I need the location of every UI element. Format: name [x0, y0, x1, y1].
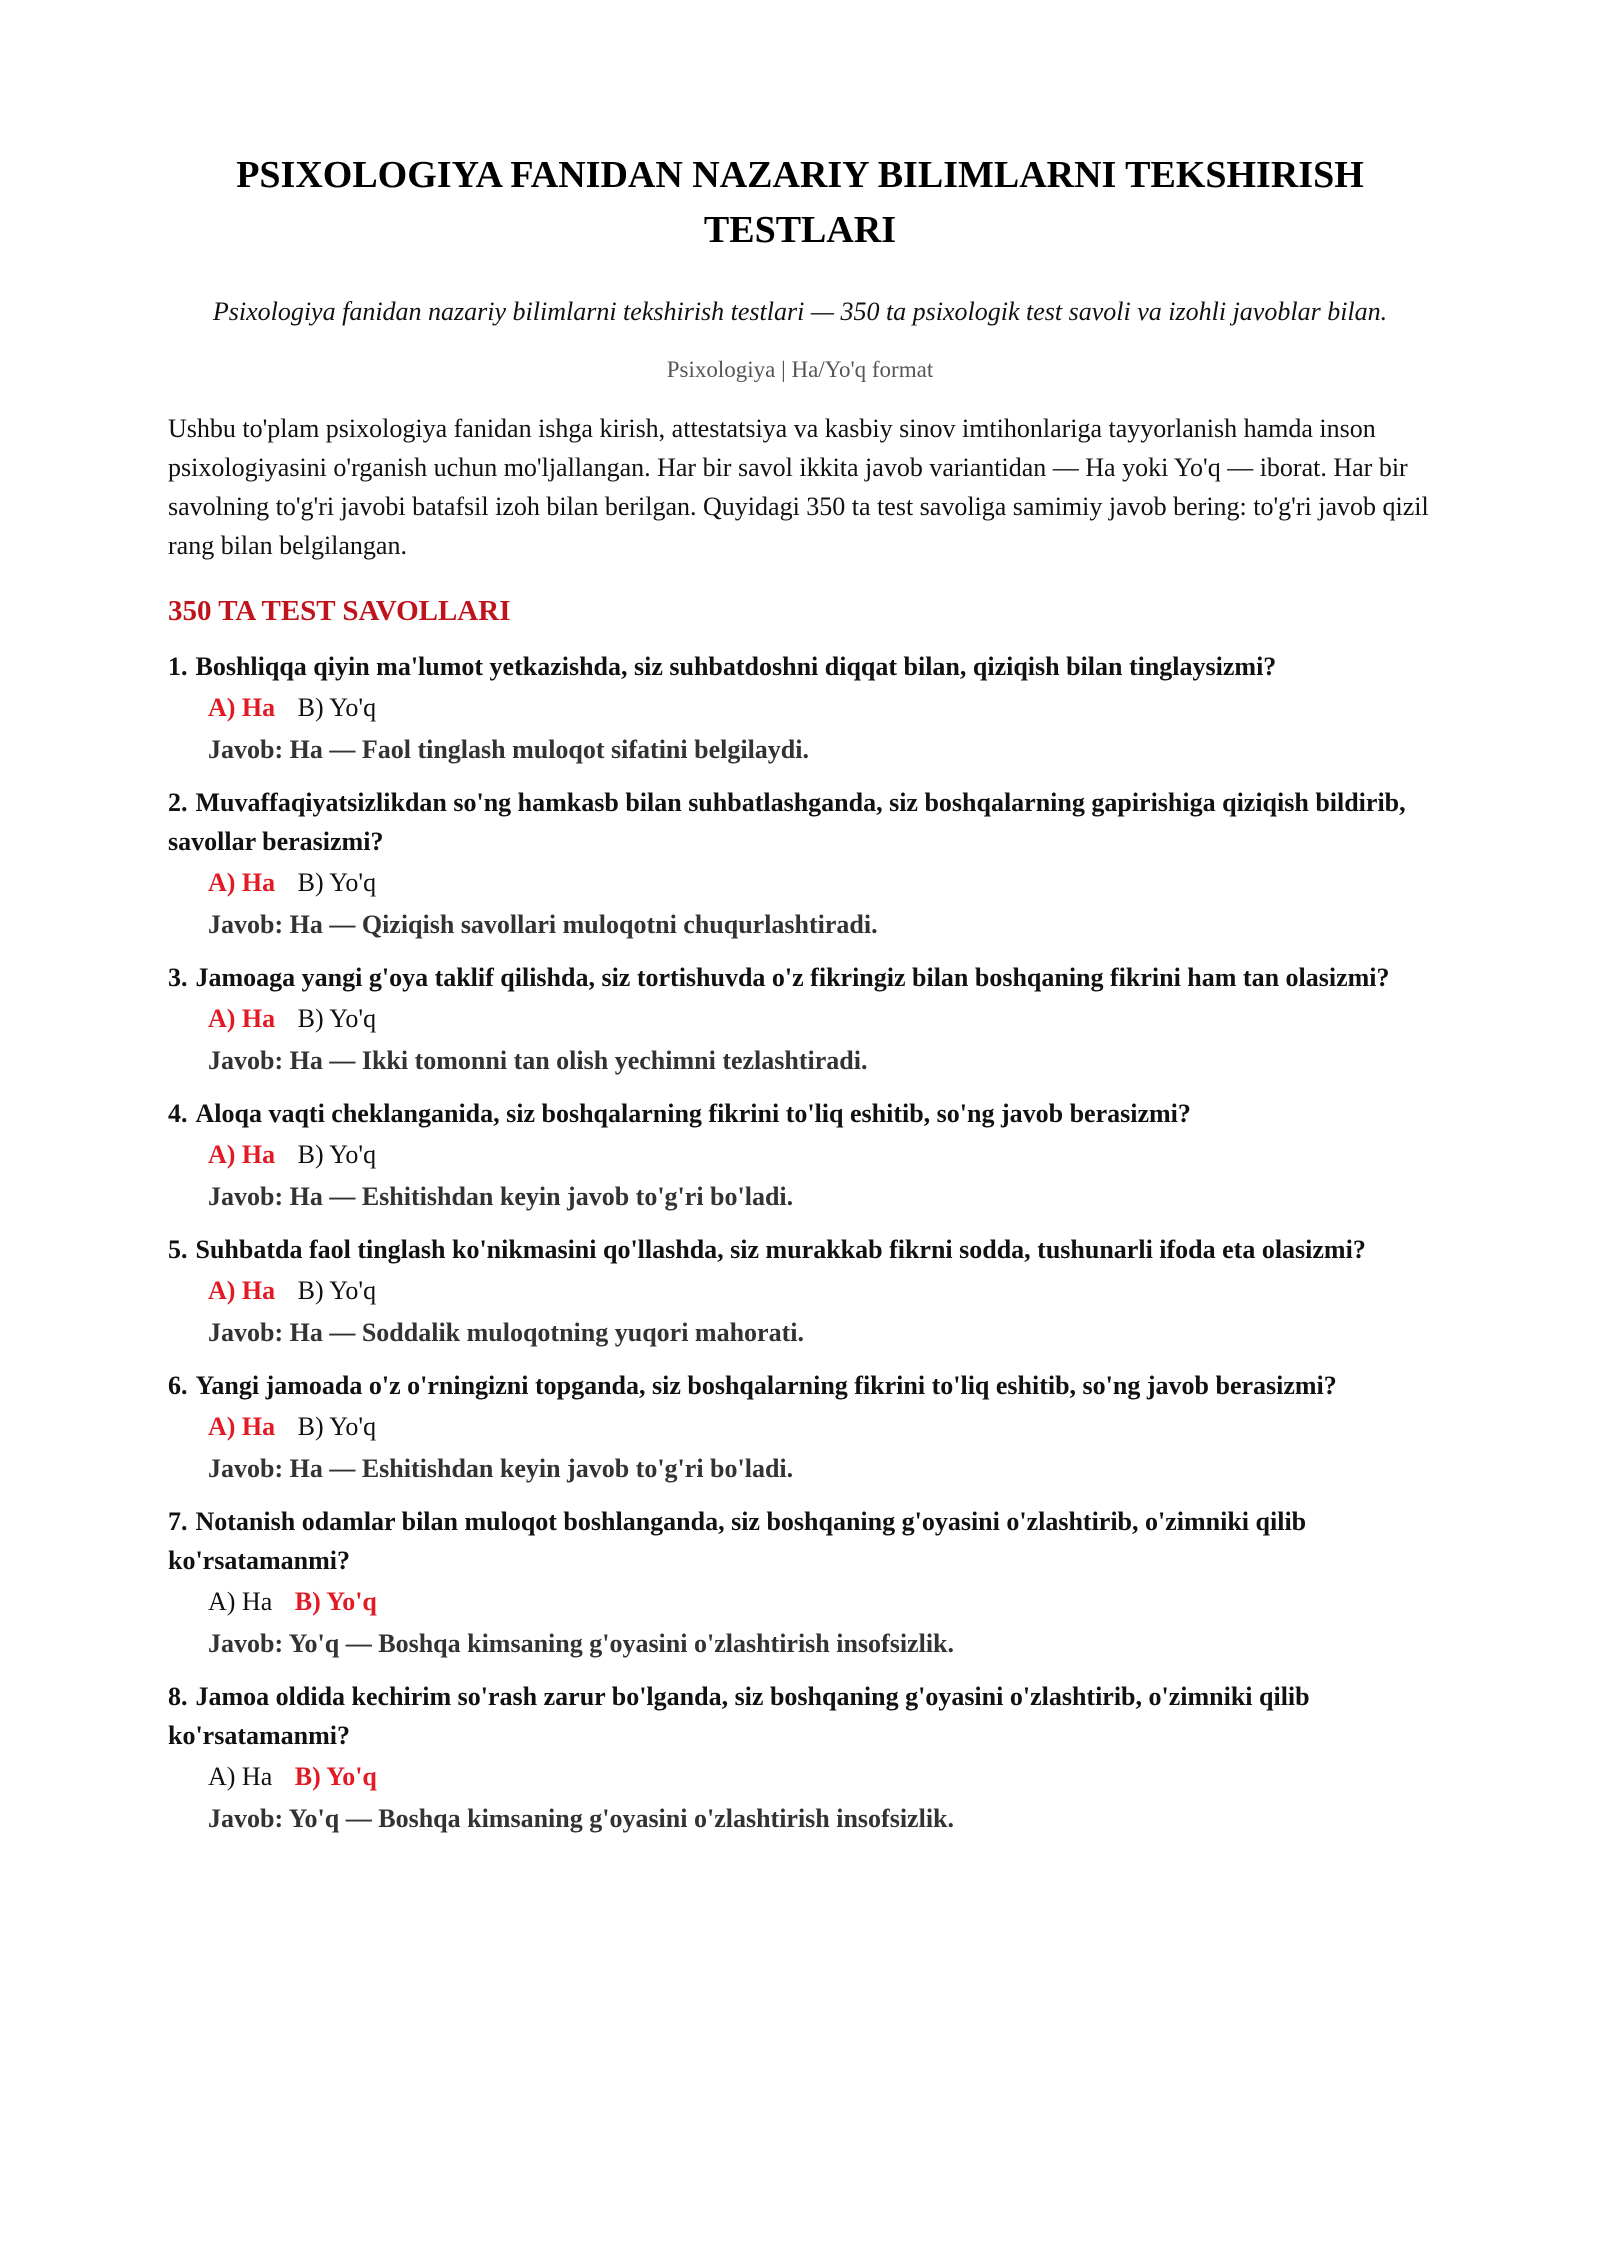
- answer-options: [208, 1405, 1432, 1448]
- question-text: [168, 1677, 1432, 1755]
- answer-explanation: Javob: Ha — Qiziqish savollari muloqotni chuqurlashtiradi.: [208, 910, 878, 939]
- option-b[interactable]: B) Yo'q: [297, 1004, 377, 1033]
- option-a[interactable]: A) Ha: [208, 1412, 276, 1441]
- question-number: 6.: [168, 1371, 188, 1400]
- question-text: [168, 1502, 1432, 1580]
- intro-paragraph: Ushbu to'plam psixologiya fanidan ishga kirish, attestatsiya va kasbiy sinov imtihonlariga tayyorlanish hamda inson psixologiyasini o'rganish uchun mo'ljallangan. Har bir savol ikkita javob variantidan — Ha yoki Yo'q — iborat. Har bir savolning to'g'ri javobi batafsil izoh bilan berilgan. Quyidagi 350 ta test savoliga samimiy javob bering: to'g'ri javob qizil rang bilan belgilangan.: [168, 414, 1429, 560]
- answer-options: [208, 1269, 1432, 1312]
- question-number: 5.: [168, 1235, 188, 1264]
- option-b[interactable]: B) Yo'q: [294, 1587, 377, 1616]
- question-number: 7.: [168, 1507, 188, 1536]
- answer-options: [208, 686, 1432, 729]
- option-b[interactable]: B) Yo'q: [297, 1412, 377, 1441]
- option-b[interactable]: B) Yo'q: [297, 1276, 377, 1305]
- option-a[interactable]: A) Ha: [208, 1140, 276, 1169]
- option-a[interactable]: A) Ha: [208, 1004, 276, 1033]
- question-number: 1.: [168, 652, 188, 681]
- question-text: [168, 958, 1432, 997]
- answer-explanation: Javob: Ha — Soddalik muloqotning yuqori mahorati.: [208, 1318, 804, 1347]
- question-number: 4.: [168, 1099, 188, 1128]
- question-item: [168, 647, 1432, 770]
- question-number: 2.: [168, 788, 188, 817]
- question-item: [168, 1094, 1432, 1217]
- question-body: Suhbatda faol tinglash ko'nikmasini qo'llashda, siz murakkab fikrni sodda, tushunarli ifoda eta olasizmi?: [195, 1235, 1366, 1264]
- document-subtitle: Psixologiya fanidan nazariy bilimlarni tekshirish testlari — 350 ta psixologik test savoli va izohli javoblar bilan.: [212, 297, 1388, 326]
- question-body: Jamoaga yangi g'oya taklif qilishda, siz tortishuvda o'z fikringiz bilan boshqaning fikrini ham tan olasizmi?: [195, 963, 1390, 992]
- question-text: [168, 1094, 1432, 1133]
- question-number: 3.: [168, 963, 188, 992]
- option-a[interactable]: A) Ha: [208, 1762, 273, 1791]
- question-body: Jamoa oldida kechirim so'rash zarur bo'lganda, siz boshqaning g'oyasini o'zlashtirib, o'zimniki qilib ko'rsatamanmi?: [168, 1682, 1310, 1750]
- answer-explanation: Javob: Ha — Eshitishdan keyin javob to'g'ri bo'ladi.: [208, 1182, 794, 1211]
- question-body: Boshliqqa qiyin ma'lumot yetkazishda, siz suhbatdoshni diqqat bilan, qiziqish bilan tinglaysizmi?: [195, 652, 1277, 681]
- question-item: [168, 1230, 1432, 1353]
- answer-explanation: Javob: Ha — Eshitishdan keyin javob to'g'ri bo'ladi.: [208, 1454, 794, 1483]
- question-item: [168, 958, 1432, 1081]
- option-b[interactable]: B) Yo'q: [297, 868, 377, 897]
- answer-explanation: Javob: Yo'q — Boshqa kimsaning g'oyasini o'zlashtirish insofsizlik.: [208, 1804, 955, 1833]
- question-body: Muvaffaqiyatsizlikdan so'ng hamkasb bilan suhbatlashganda, siz boshqalarning gapirishiga qiziqish bildirib, savollar berasizmi?: [168, 788, 1406, 856]
- answer-explanation: Javob: Ha — Ikki tomonni tan olish yechimni tezlashtiradi.: [208, 1046, 868, 1075]
- option-a[interactable]: A) Ha: [208, 868, 276, 897]
- question-item: [168, 1366, 1432, 1489]
- question-body: Yangi jamoada o'z o'rningizni topganda, siz boshqalarning fikrini to'liq eshitib, so'ng javob berasizmi?: [195, 1371, 1337, 1400]
- answer-options: [208, 861, 1432, 904]
- question-text: [168, 1230, 1432, 1269]
- option-a[interactable]: A) Ha: [208, 693, 276, 722]
- answer-options: [208, 1580, 1432, 1623]
- question-number: 8.: [168, 1682, 188, 1711]
- question-item: [168, 1677, 1432, 1839]
- question-list: [168, 647, 1432, 1839]
- question-item: [168, 783, 1432, 945]
- option-a[interactable]: A) Ha: [208, 1276, 276, 1305]
- option-b[interactable]: B) Yo'q: [297, 693, 377, 722]
- answer-explanation: Javob: Yo'q — Boshqa kimsaning g'oyasini o'zlashtirish insofsizlik.: [208, 1629, 955, 1658]
- section-heading: 350 TA TEST SAVOLLARI: [168, 595, 511, 627]
- option-b[interactable]: B) Yo'q: [297, 1140, 377, 1169]
- option-a[interactable]: A) Ha: [208, 1587, 273, 1616]
- question-body: Notanish odamlar bilan muloqot boshlanganda, siz boshqaning g'oyasini o'zlashtirib, o'zimniki qilib ko'rsatamanmi?: [168, 1507, 1307, 1575]
- question-body: Aloqa vaqti cheklanganida, siz boshqalarning fikrini to'liq eshitib, so'ng javob berasizmi?: [195, 1099, 1191, 1128]
- answer-options: [208, 1133, 1432, 1176]
- question-item: [168, 1502, 1432, 1664]
- question-text: [168, 1366, 1432, 1405]
- answer-options: [208, 1755, 1432, 1798]
- document-title: PSIXOLOGIYA FANIDAN NAZARIY BILIMLARNI TEKSHIRISH TESTLARI: [236, 154, 1364, 251]
- question-text: [168, 783, 1432, 861]
- document-meta: Psixologiya | Ha/Yo'q format: [666, 357, 934, 382]
- answer-explanation: Javob: Ha — Faol tinglash muloqot sifatini belgilaydi.: [208, 735, 809, 764]
- answer-options: [208, 997, 1432, 1040]
- question-text: [168, 647, 1432, 686]
- option-b[interactable]: B) Yo'q: [294, 1762, 377, 1791]
